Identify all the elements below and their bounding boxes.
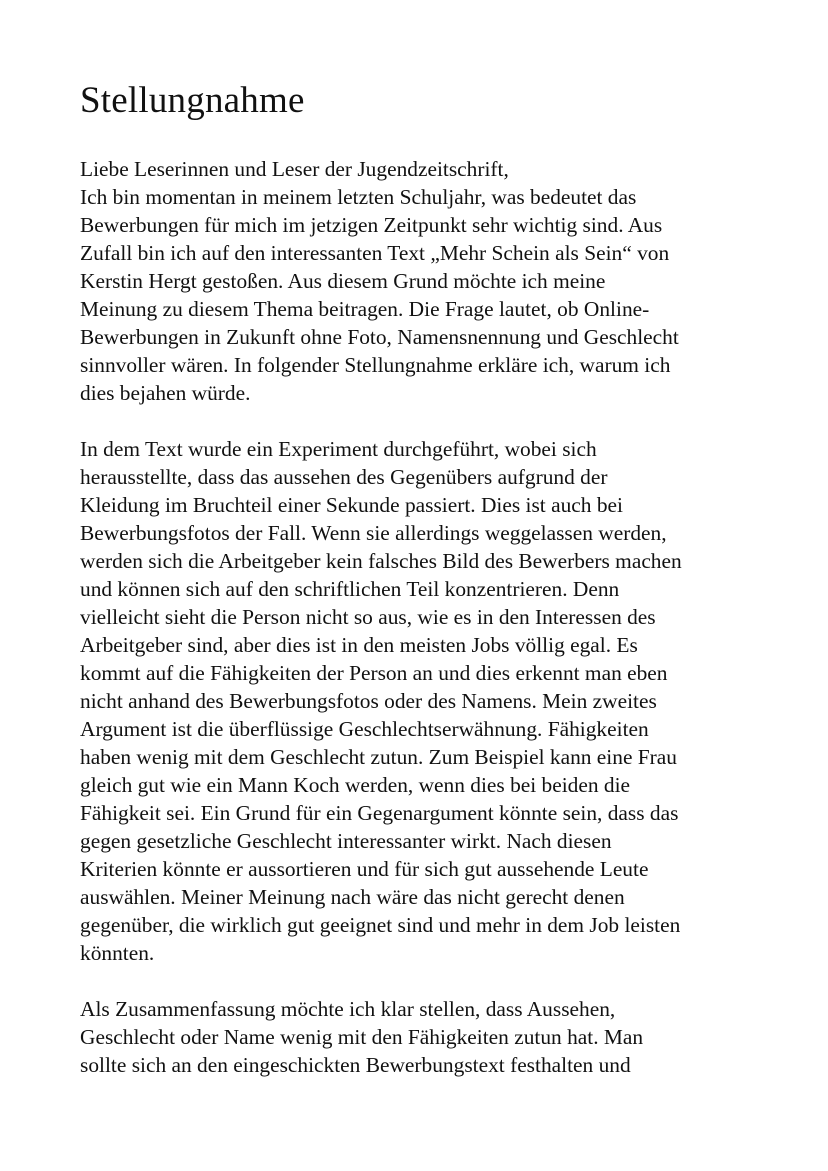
text-line: könnten. xyxy=(80,941,155,965)
text-line: vielleicht sieht die Person nicht so aus, wie es in den Interessen des xyxy=(80,605,656,629)
text-line: Als Zusammenfassung möchte ich klar stellen, dass Aussehen, xyxy=(80,997,616,1021)
paragraph-gap xyxy=(80,967,780,995)
text-line: Bewerbungen in Zukunft ohne Foto, Namensnennung und Geschlecht xyxy=(80,325,679,349)
text-line: gleich gut wie ein Mann Koch werden, wenn dies bei beiden die xyxy=(80,773,631,797)
page-title: Stellungnahme xyxy=(80,80,305,121)
text-line: Kriterien könnte er aussortieren und für sich gut aussehende Leute xyxy=(80,857,649,881)
text-line: Fähigkeit sei. Ein Grund für ein Gegenargument könnte sein, dass das xyxy=(80,801,679,825)
text-line: sollte sich an den eingeschickten Bewerbungstext festhalten und xyxy=(80,1053,631,1077)
text-line: auswählen. Meiner Meinung nach wäre das nicht gerecht denen xyxy=(80,885,625,909)
document-page xyxy=(80,78,780,1079)
text-line: Bewerbungen für mich im jetzigen Zeitpunkt sehr wichtig sind. Aus xyxy=(80,213,663,237)
text-line: haben wenig mit dem Geschlecht zutun. Zum Beispiel kann eine Frau xyxy=(80,745,677,769)
text-line: Bewerbungsfotos der Fall. Wenn sie allerdings weggelassen werden, xyxy=(80,521,667,545)
text-line: gegen gesetzliche Geschlecht interessanter wirkt. Nach diesen xyxy=(80,829,612,853)
paragraph-gap xyxy=(80,407,780,435)
text-line: dies bejahen würde. xyxy=(80,381,251,405)
text-line: gegenüber, die wirklich gut geeignet sind und mehr in dem Job leisten xyxy=(80,913,681,937)
text-line: herausstellte, dass das aussehen des Gegenübers aufgrund der xyxy=(80,465,608,489)
paragraph xyxy=(80,995,780,1079)
text-line: Meinung zu diesem Thema beitragen. Die Frage lautet, ob Online- xyxy=(80,297,650,321)
text-line: und können sich auf den schriftlichen Teil konzentrieren. Denn xyxy=(80,577,620,601)
text-line: Geschlecht oder Name wenig mit den Fähigkeiten zutun hat. Man xyxy=(80,1025,644,1049)
text-line: Arbeitgeber sind, aber dies ist in den meisten Jobs völlig egal. Es xyxy=(80,633,638,657)
text-line: Kerstin Hergt gestoßen. Aus diesem Grund möchte ich meine xyxy=(80,269,606,293)
text-line: kommt auf die Fähigkeiten der Person an und dies erkennt man eben xyxy=(80,661,668,685)
text-line: Kleidung im Bruchteil einer Sekunde passiert. Dies ist auch bei xyxy=(80,493,623,517)
paragraph xyxy=(80,435,780,967)
text-line: werden sich die Arbeitgeber kein falsches Bild des Bewerbers machen xyxy=(80,549,682,573)
document-body xyxy=(80,155,780,1079)
text-line: Liebe Leserinnen und Leser der Jugendzeitschrift, xyxy=(80,157,509,181)
text-line: sinnvoller wären. In folgender Stellungnahme erkläre ich, warum ich xyxy=(80,353,671,377)
text-line: Argument ist die überflüssige Geschlechtserwähnung. Fähigkeiten xyxy=(80,717,649,741)
text-line: Zufall bin ich auf den interessanten Text „Mehr Schein als Sein“ von xyxy=(80,241,670,265)
text-line: In dem Text wurde ein Experiment durchgeführt, wobei sich xyxy=(80,437,597,461)
text-line: nicht anhand des Bewerbungsfotos oder des Namens. Mein zweites xyxy=(80,689,657,713)
text-line: Ich bin momentan in meinem letzten Schuljahr, was bedeutet das xyxy=(80,185,637,209)
paragraph xyxy=(80,155,780,407)
